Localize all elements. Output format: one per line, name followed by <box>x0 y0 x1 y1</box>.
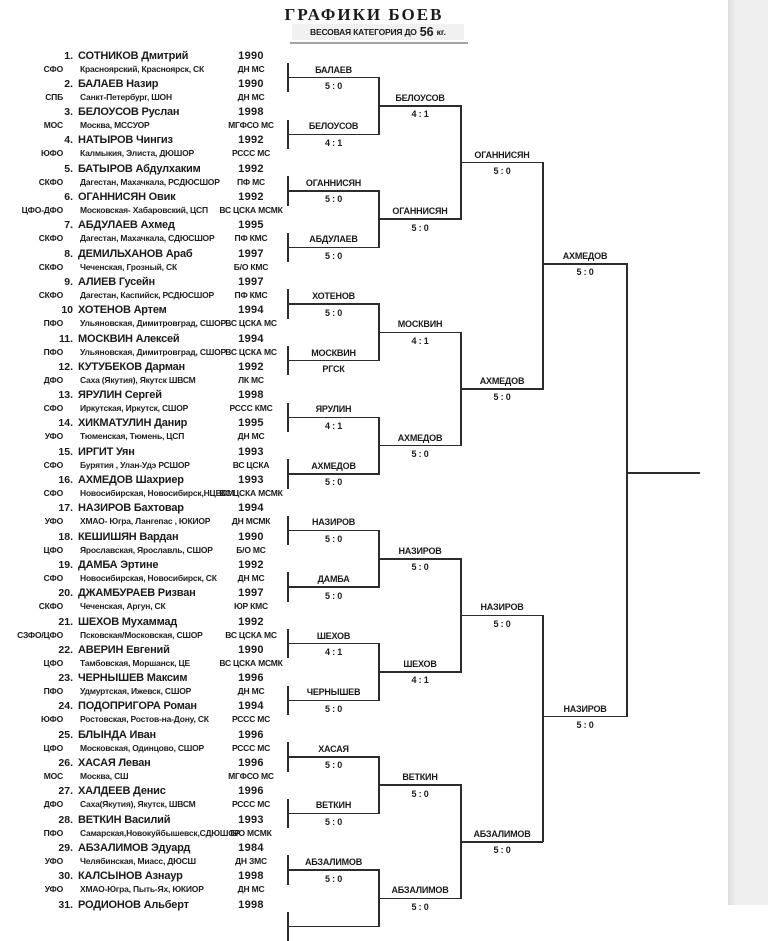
bracket-line-horizontal <box>288 586 379 588</box>
competitor-number: 4. <box>64 134 73 147</box>
bracket-line-horizontal <box>379 332 461 334</box>
competitor-name: АЛИЕВ Гусейн <box>78 275 155 288</box>
competitor-rank: ДН МСМК <box>231 516 271 527</box>
weight-category-bar <box>292 24 464 40</box>
page-edge-gutter <box>728 0 768 905</box>
competitor-number: 6. <box>64 191 73 203</box>
competitor-name: ХОТЕНОВ Артем <box>78 304 167 317</box>
competitor-rank: ЛК МС <box>238 374 264 385</box>
match-winner-label: МОСКВИН <box>397 319 443 330</box>
competitor-number: 26. <box>58 757 73 769</box>
competitor-rank: ВС ЦСКА МС <box>225 629 277 640</box>
competitor-district: СФО <box>43 403 63 414</box>
competitor-district: ПФО <box>43 827 63 838</box>
competitor-year: 1990 <box>238 643 264 656</box>
match-winner-label: ШЕХОВ <box>403 658 437 669</box>
competitor-club: Чеченская, Грозный, СК <box>80 261 177 272</box>
competitor-number: 29. <box>58 841 73 854</box>
bracket-line-horizontal <box>288 869 379 871</box>
bracket-line-horizontal <box>288 134 379 136</box>
competitor-year: 1993 <box>238 813 264 826</box>
match-score: 5 : 0 <box>493 166 511 177</box>
competitor-district: ЦФО <box>43 742 63 753</box>
competitor-number: 16. <box>58 474 73 486</box>
competitor-number: 30. <box>58 870 73 883</box>
competitor-rank: ДН ЗМС <box>235 855 267 866</box>
match-winner-label: БЕЛОУСОВ <box>395 92 445 103</box>
competitor-name: БЕЛОУСОВ Руслан <box>78 106 180 119</box>
competitor-number: 25. <box>58 728 73 741</box>
competitor-rank: МГФСО МС <box>228 771 274 781</box>
competitor-rank: ПФ МС <box>237 176 265 187</box>
competitor-club: Москва, МССУОР <box>80 120 150 131</box>
competitor-name: АХМЕДОВ Шахриер <box>78 474 184 486</box>
competitor-club: Иркутская, Иркутск, СШОР <box>80 403 189 414</box>
match-winner-label: АБДУЛАЕВ <box>309 234 358 245</box>
match-winner-label: ДАМБА <box>317 574 350 585</box>
competitor-district: СФО <box>43 63 63 74</box>
competitor-rank: ДН МС <box>237 63 265 74</box>
competitor-year: 1997 <box>238 587 264 600</box>
competitor-rank: ВС ЦСКА <box>232 459 270 470</box>
competitor-rank: ЮР КМС <box>233 601 268 612</box>
competitor-year: 1992 <box>238 615 264 628</box>
competitor-number: 28. <box>58 813 73 826</box>
competitor-year: 1994 <box>238 304 264 317</box>
competitor-district: ДФО <box>43 799 63 810</box>
competitor-year: 1984 <box>238 841 264 854</box>
competitor-number: 11. <box>58 332 73 345</box>
competitor-number: 31. <box>58 898 73 911</box>
competitor-district: СЗФО/ЦФО <box>17 629 63 640</box>
bracket-line-horizontal <box>288 473 379 475</box>
competitor-year: 1994 <box>238 332 264 345</box>
bracket-line-horizontal <box>461 615 543 617</box>
match-winner-label: НАЗИРОВ <box>311 517 356 528</box>
match-score: 5 : 0 <box>324 533 342 544</box>
competitor-number: 13. <box>58 389 73 402</box>
competitor-district: СКФО <box>38 176 63 187</box>
match-score: 5 : 0 <box>493 618 511 629</box>
match-score: 5 : 0 <box>411 449 429 460</box>
competitor-district: УФО <box>44 516 63 527</box>
competitor-district: СКФО <box>38 233 63 244</box>
competitor-year: 1997 <box>238 275 264 288</box>
weight-category-prefix: ВЕСОВАЯ КАТЕГОРИЯ ДО <box>310 27 417 37</box>
competitor-number: 1. <box>64 49 73 62</box>
competitor-name: КАЛСЫНОВ Азнаур <box>78 870 183 883</box>
competitor-number: 23. <box>58 672 73 685</box>
match-score: 4 : 1 <box>411 109 429 120</box>
competitor-rank: ДН МС <box>237 884 265 895</box>
competitor-name: АБДУЛАЕВ Ахмед <box>78 219 175 232</box>
competitor-name: КУТУБЕКОВ Дарман <box>78 360 185 373</box>
match-winner-label: ОГАННИСЯН <box>474 149 530 160</box>
competitor-number: 5. <box>64 162 73 175</box>
competitor-club: Бурятия , Улан-Удэ РСШОР <box>80 459 190 470</box>
competitor-rank: ДН МС <box>237 431 265 442</box>
competitor-name: ДЖАМБУРАЕВ Ризван <box>78 587 196 600</box>
weight-category-underline <box>290 42 468 44</box>
competitor-club: Дагестан, Каспийск, РСДЮСШОР <box>80 289 215 300</box>
bracket-line-horizontal <box>288 247 379 249</box>
competitor-district: УФО <box>44 884 63 895</box>
competitor-rank: ДН МС <box>237 572 265 583</box>
bracket-line-horizontal <box>288 360 379 362</box>
competitor-club: Московская, Одинцово, СШОР <box>80 742 204 753</box>
competitor-club: Ростовская, Ростов-на-Дону, СК <box>80 714 209 725</box>
competitor-club: ХМАО-Югра, Пыть-Ях, ЮКИОР <box>80 884 204 895</box>
competitor-district: МОС <box>43 120 63 131</box>
competitor-number: 14. <box>58 417 73 430</box>
match-score: 5 : 0 <box>411 222 429 233</box>
competitor-club: Псковская/Московская, СШОР <box>80 629 203 640</box>
competitor-year: 1992 <box>238 360 264 373</box>
competitor-district: СФО <box>43 572 63 583</box>
match-score: 4 : 1 <box>324 420 342 431</box>
competitor-name: ХАСАЯ Леван <box>78 757 151 769</box>
bracket-line-horizontal <box>288 926 379 928</box>
competitor-club: Тюменская, Тюмень, ЦСП <box>80 431 185 442</box>
match-score: 4 : 1 <box>411 675 429 686</box>
match-winner-label: МОСКВИН <box>311 347 356 358</box>
competitor-rank: РССС МС <box>231 799 271 810</box>
competitor-district: ЦФО <box>43 657 63 668</box>
match-score: 5 : 0 <box>324 81 342 92</box>
competitor-rank: ДН МС <box>237 686 265 697</box>
competitor-district: УФО <box>44 855 63 866</box>
bracket-line-horizontal <box>461 388 543 390</box>
match-winner-label: ВЕТКИН <box>402 772 438 783</box>
bracket-line-horizontal <box>288 303 379 305</box>
competitor-name: КЕШИШЯН Вардан <box>78 530 179 543</box>
competitor-name: ДЕМИЛЬХАНОВ Араб <box>78 247 193 260</box>
weight-category-value: 56 <box>419 25 434 39</box>
competitor-name: МОСКВИН Алексей <box>78 332 180 345</box>
competitor-year: 1993 <box>238 445 264 458</box>
competitor-name: БЛЫНДА Иван <box>78 728 156 741</box>
competitor-club: ХМАО- Югра, Лангепас , ЮКИОР <box>80 516 211 527</box>
competitor-district: СФО <box>43 459 63 470</box>
competitor-club: Ярославская, Ярославль, СШОР <box>80 544 213 555</box>
competitor-district: СФО <box>43 488 63 498</box>
bracket-line-horizontal <box>379 218 461 220</box>
match-winner-label: АХМЕДОВ <box>311 460 356 471</box>
competitor-number: 7. <box>64 219 73 232</box>
bracket-line-horizontal <box>288 190 379 192</box>
competitor-club: Саха (Якутия), Якутск ШВСМ <box>80 374 196 385</box>
bracket-line-horizontal <box>379 558 461 560</box>
match-winner-label: АХМЕДОВ <box>397 432 443 443</box>
match-winner-label: ОГАННИСЯН <box>392 206 448 217</box>
competitor-year: 1990 <box>238 530 264 543</box>
bracket-line-horizontal <box>288 643 379 645</box>
competitor-year: 1994 <box>238 502 264 515</box>
competitor-year: 1997 <box>238 247 264 260</box>
competitor-name: НАТЫРОВ Чингиз <box>78 134 173 147</box>
match-winner-label: ОГАННИСЯН <box>305 177 362 188</box>
match-winner-label: АХМЕДОВ <box>479 375 525 386</box>
match-winner-label: ЯРУЛИН <box>315 404 352 415</box>
competitor-number: 10 <box>61 304 73 317</box>
competitor-year: 1990 <box>238 77 264 90</box>
match-score: 5 : 0 <box>493 845 511 856</box>
competitor-name: ХАЛДЕЕВ Денис <box>78 785 166 798</box>
competitor-number: 2. <box>64 77 73 90</box>
match-score: 5 : 0 <box>324 816 342 827</box>
match-score: 5 : 0 <box>324 307 342 318</box>
competitor-rank: ПФ КМС <box>234 233 268 244</box>
competitor-year: 1992 <box>238 162 264 175</box>
competitor-rank: ВС ЦСКА МСМК <box>219 657 283 668</box>
match-winner-label: БАЛАЕВ <box>315 64 352 75</box>
match-winner-label: АБЗАЛИМОВ <box>304 857 363 868</box>
competitor-year: 1998 <box>238 870 264 883</box>
competitor-year: 1995 <box>238 219 264 232</box>
bracket-line-horizontal <box>288 813 379 815</box>
match-score: 5 : 0 <box>576 267 594 278</box>
match-winner-label: ЧЕРНЫШЕВ <box>306 687 361 698</box>
competitor-district: СКФО <box>38 261 63 272</box>
match-score: 5 : 0 <box>411 788 429 799</box>
bracket-line-horizontal <box>379 445 461 447</box>
weight-category-unit: кг. <box>436 27 446 37</box>
competitor-district: ДФО <box>43 374 63 385</box>
competitor-rank: ВС ЦСКА МСМК <box>219 205 283 215</box>
competitor-number: 18. <box>58 530 73 543</box>
competitor-rank: ВС ЦСКА МСМК <box>219 488 283 498</box>
bracket-line-horizontal <box>461 841 543 843</box>
competitor-rank: Б/О МСМК <box>230 827 272 838</box>
competitor-name: ЯРУЛИН Сергей <box>78 389 162 402</box>
competitor-name: БАЛАЕВ Назир <box>78 77 159 90</box>
competitor-year: 1994 <box>238 700 264 713</box>
match-winner-label: БЕЛОУСОВ <box>308 121 359 132</box>
competitor-name: ИРГИТ Уян <box>78 445 135 458</box>
competitor-name: СОТНИКОВ Дмитрий <box>78 49 189 62</box>
match-winner-label: НАЗИРОВ <box>480 602 524 613</box>
competitor-number: 12. <box>58 360 73 373</box>
competitor-name: АВЕРИН Евгений <box>78 643 170 656</box>
competitor-rank: ВС ЦСКА МС <box>225 318 277 329</box>
match-winner-label: ВЕТКИН <box>315 800 352 811</box>
match-score: 5 : 0 <box>324 760 342 771</box>
competitor-year: 1996 <box>238 672 264 685</box>
competitor-year: 1996 <box>238 757 264 769</box>
competitor-year: 1998 <box>238 389 264 402</box>
competitor-year: 1993 <box>238 474 264 486</box>
competitor-year: 1996 <box>238 785 264 798</box>
match-score: 5 : 0 <box>324 873 342 884</box>
match-score: 4 : 1 <box>324 137 342 148</box>
competitor-name: НАЗИРОВ Бахтовар <box>78 502 184 515</box>
competitor-year: 1992 <box>238 191 264 203</box>
competitor-club: Ульяновская, Димитровград, СШОР <box>80 346 226 357</box>
match-score: РГСК <box>322 364 345 375</box>
competitor-number: 3. <box>64 106 73 119</box>
competitor-district: ПФО <box>43 346 63 357</box>
bracket-line-horizontal <box>461 162 543 164</box>
bracket-line-horizontal <box>379 105 461 107</box>
match-score: 5 : 0 <box>324 703 342 714</box>
match-score: 5 : 0 <box>324 194 342 205</box>
competitor-number: 17. <box>58 502 73 515</box>
competitor-number: 24. <box>58 700 73 713</box>
competitor-number: 20. <box>58 587 73 600</box>
competitor-rank: РССС МС <box>231 148 271 159</box>
competitor-number: 27. <box>58 785 73 798</box>
competitor-club: Красноярский, Красноярск, СК <box>80 63 204 74</box>
competitor-year: 1998 <box>238 106 264 119</box>
competitor-year: 1992 <box>238 558 264 571</box>
competitor-district: ЦФО-ДФО <box>21 205 63 215</box>
bracket-line-horizontal <box>288 756 379 758</box>
bracket-line-horizontal <box>379 898 461 900</box>
competitor-name: РОДИОНОВ Альберт <box>78 898 189 911</box>
competitor-district: СКФО <box>38 601 63 612</box>
competitor-name: ХИКМАТУЛИН Данир <box>78 417 188 430</box>
competitor-year: 1990 <box>238 49 264 62</box>
competitor-rank: Б/О КМС <box>233 261 269 272</box>
competitor-rank: РССС МС <box>231 714 271 725</box>
competitor-rank: РССС МС <box>231 742 271 753</box>
competitor-district: ПФО <box>43 318 63 329</box>
competitor-name: БАТЫРОВ Абдулхаким <box>78 162 201 175</box>
competitor-number: 9. <box>64 275 73 288</box>
competitor-district: МОС <box>43 771 63 781</box>
match-score: 4 : 1 <box>324 647 342 658</box>
match-winner-label: ШЕХОВ <box>316 630 351 641</box>
competitor-year: 1995 <box>238 417 264 430</box>
competitor-district: ЦФО <box>43 544 63 555</box>
bracket-line-horizontal <box>379 784 461 786</box>
competitor-club: Ульяновская, Димитровград, СШОР <box>80 318 226 329</box>
match-score: 4 : 1 <box>411 335 429 346</box>
competitor-name: ОГАННИСЯН Овик <box>78 191 176 203</box>
bracket-line-horizontal <box>288 700 379 702</box>
match-score: 5 : 0 <box>324 590 342 601</box>
competitor-number: 8. <box>64 247 73 260</box>
competitor-district: ЮФО <box>40 148 63 159</box>
match-winner-label: ХОТЕНОВ <box>312 291 355 302</box>
competitor-number: 15. <box>58 445 73 458</box>
competitor-club: Санкт-Петербург, ШОН <box>80 91 172 102</box>
competitor-rank: ДН МС <box>237 91 265 102</box>
competitor-name: ШЕХОВ Мухаммад <box>78 615 178 628</box>
competitor-club: Новосибирская, Новосибирск,НЦВСМ <box>80 488 234 498</box>
competitor-club: Новосибирская, Новосибирск, СК <box>80 572 217 583</box>
competitor-rank: Б/О МС <box>236 544 266 555</box>
competitor-club: Чеченская, Аргун, СК <box>80 601 166 612</box>
competitor-club: Саха(Якутия), Якутск, ШВСМ <box>80 799 196 810</box>
bracket-line-vertical <box>626 263 628 717</box>
competitor-club: Челябинская, Миасс, ДЮСШ <box>80 855 196 866</box>
competitor-club: Удмуртская, Ижевск, СШОР <box>80 686 192 697</box>
match-score: 5 : 0 <box>324 477 342 488</box>
match-winner-label: ХАСАЯ <box>318 743 349 754</box>
competitor-district: УФО <box>44 431 63 442</box>
match-score: 5 : 0 <box>411 562 429 573</box>
bracket-line-horizontal <box>379 671 461 673</box>
competitor-club: Калмыкия, Элиста, ДЮШОР <box>80 148 194 159</box>
competitor-year: 1992 <box>238 134 264 147</box>
competitor-club: Самарская,Новокуйбышевск,СДЮШОР <box>80 827 241 838</box>
competitor-club: Москва, СШ <box>80 771 129 781</box>
competitor-district: СКФО <box>38 289 63 300</box>
bracket-line-horizontal <box>288 417 379 419</box>
competitor-rank: МГФСО МС <box>228 120 274 131</box>
competitor-name: ПОДОПРИГОРА Роман <box>78 700 197 713</box>
competitor-name: ДАМБА Эртине <box>78 558 159 571</box>
competitor-club: Тамбовская, Моршанск, ЦЕ <box>80 657 190 668</box>
competitor-number: 21. <box>58 615 73 628</box>
bracket-line-horizontal <box>627 472 700 474</box>
competitor-club: Дагестан, Махачкала, СДЮСШОР <box>80 233 215 244</box>
competitor-year: 1996 <box>238 728 264 741</box>
match-winner-label: НАЗИРОВ <box>563 703 607 714</box>
bracket-line-horizontal <box>543 716 627 718</box>
competitor-name: АБЗАЛИМОВ Эдуард <box>78 841 191 854</box>
competitor-district: ЮФО <box>40 714 63 725</box>
competitor-number: 22. <box>58 643 73 656</box>
competitor-rank: РССС КМС <box>229 403 273 414</box>
match-score: 5 : 0 <box>324 250 342 261</box>
match-winner-label: АБЗАЛИМОВ <box>391 885 449 896</box>
competitor-district: СПБ <box>45 91 63 102</box>
competitor-rank: ПФ КМС <box>234 289 268 300</box>
match-score: 5 : 0 <box>411 901 429 912</box>
page-title: ГРАФИКИ БОЕВ <box>284 5 444 24</box>
competitor-club: Дагестан, Махачкала, РСДЮСШОР <box>80 176 220 187</box>
competitor-number: 19. <box>58 558 73 571</box>
match-winner-label: НАЗИРОВ <box>398 545 442 556</box>
competitor-name: ЧЕРНЫШЕВ Максим <box>78 672 188 685</box>
competitor-year: 1998 <box>238 898 264 911</box>
competitor-club: Московская- Хабаровский, ЦСП <box>80 205 208 215</box>
bracket-line-horizontal <box>288 530 379 532</box>
competitor-rank: ВС ЦСКА МС <box>225 346 277 357</box>
bracket-line-horizontal <box>288 77 379 79</box>
match-winner-label: АБЗАЛИМОВ <box>473 828 531 839</box>
match-winner-label: АХМЕДОВ <box>562 250 608 261</box>
competitor-district: ПФО <box>43 686 63 697</box>
competitor-name: ВЕТКИН Василий <box>78 813 171 826</box>
match-score: 5 : 0 <box>576 720 594 731</box>
match-score: 5 : 0 <box>493 392 511 403</box>
bracket-line-horizontal <box>543 263 627 265</box>
